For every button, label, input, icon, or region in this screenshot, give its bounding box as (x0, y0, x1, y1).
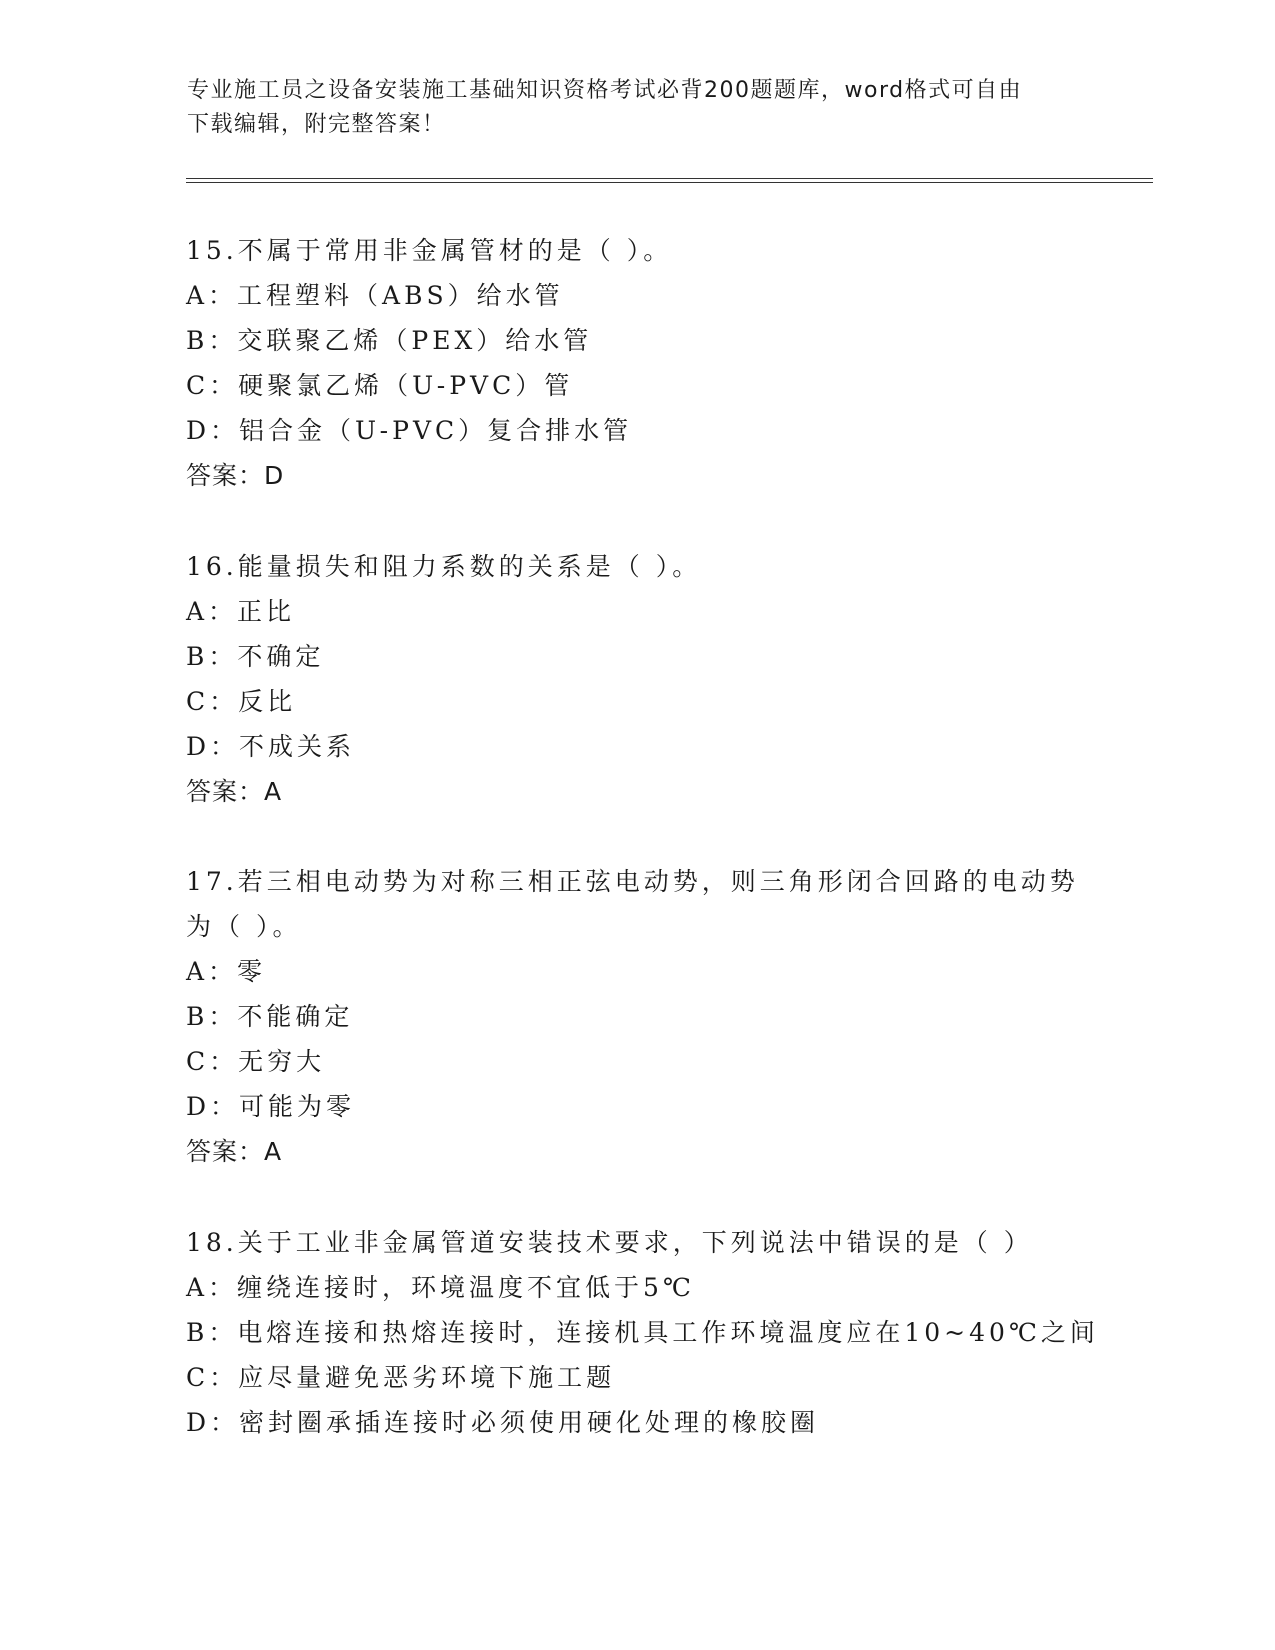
question-18-stem: 18.关于工业非金属管道安装技术要求，下列说法中错误的是（ ） (186, 1228, 1033, 1257)
document-header (187, 74, 1067, 142)
question-16-option-d: D：不成关系 (186, 732, 356, 761)
question-15-answer: 答案：D (186, 461, 285, 490)
question-16-option-c: C：反比 (186, 687, 297, 716)
header-divider-bottom (186, 182, 1153, 183)
question-16-option-b: B：不确定 (186, 642, 325, 671)
question-18-option-b: B：电熔连接和热熔连接时，连接机具工作环境温度应在10~40℃之间 (186, 1318, 1099, 1347)
question-15-option-c: C：硬聚氯乙烯（U-PVC）管 (186, 371, 574, 400)
header-divider-top (186, 178, 1153, 179)
header-line-2: 下载编辑，附完整答案！ (187, 112, 446, 137)
question-15-option-a: A：工程塑料（ABS）给水管 (186, 281, 564, 310)
question-16-stem: 16.能量损失和阻力系数的关系是（ ）。 (186, 552, 702, 581)
question-18-option-d: D：密封圈承插连接时必须使用硬化处理的橡胶圈 (186, 1408, 820, 1437)
question-15-option-b: B：交联聚乙烯（PEX）给水管 (186, 326, 593, 355)
question-18-option-c: C：应尽量避免恶劣环境下施工题 (186, 1363, 616, 1392)
question-18-option-a: A：缠绕连接时，环境温度不宜低于5℃ (186, 1273, 695, 1302)
question-15-stem: 15.不属于常用非金属管材的是（ ）。 (186, 236, 673, 265)
question-17-option-d: D：可能为零 (186, 1092, 356, 1121)
question-17-stem-line-1: 17.若三相电动势为对称三相正弦电动势，则三角形闭合回路的电动势 (186, 867, 1079, 896)
question-17-option-c: C：无穷大 (186, 1047, 326, 1076)
header-line-1: 专业施工员之设备安装施工基础知识资格考试必背200题题库，word格式可自由 (187, 78, 1023, 103)
question-15-option-d: D：铝合金（U-PVC）复合排水管 (186, 416, 633, 445)
question-17-stem-line-2: 为（ ）。 (186, 912, 302, 941)
question-17-option-a: A：零 (186, 957, 267, 986)
question-16-option-a: A：正比 (186, 597, 296, 626)
question-17-option-b: B：不能确定 (186, 1002, 354, 1031)
question-16-answer: 答案：A (186, 777, 283, 806)
question-17-answer: 答案：A (186, 1137, 283, 1166)
